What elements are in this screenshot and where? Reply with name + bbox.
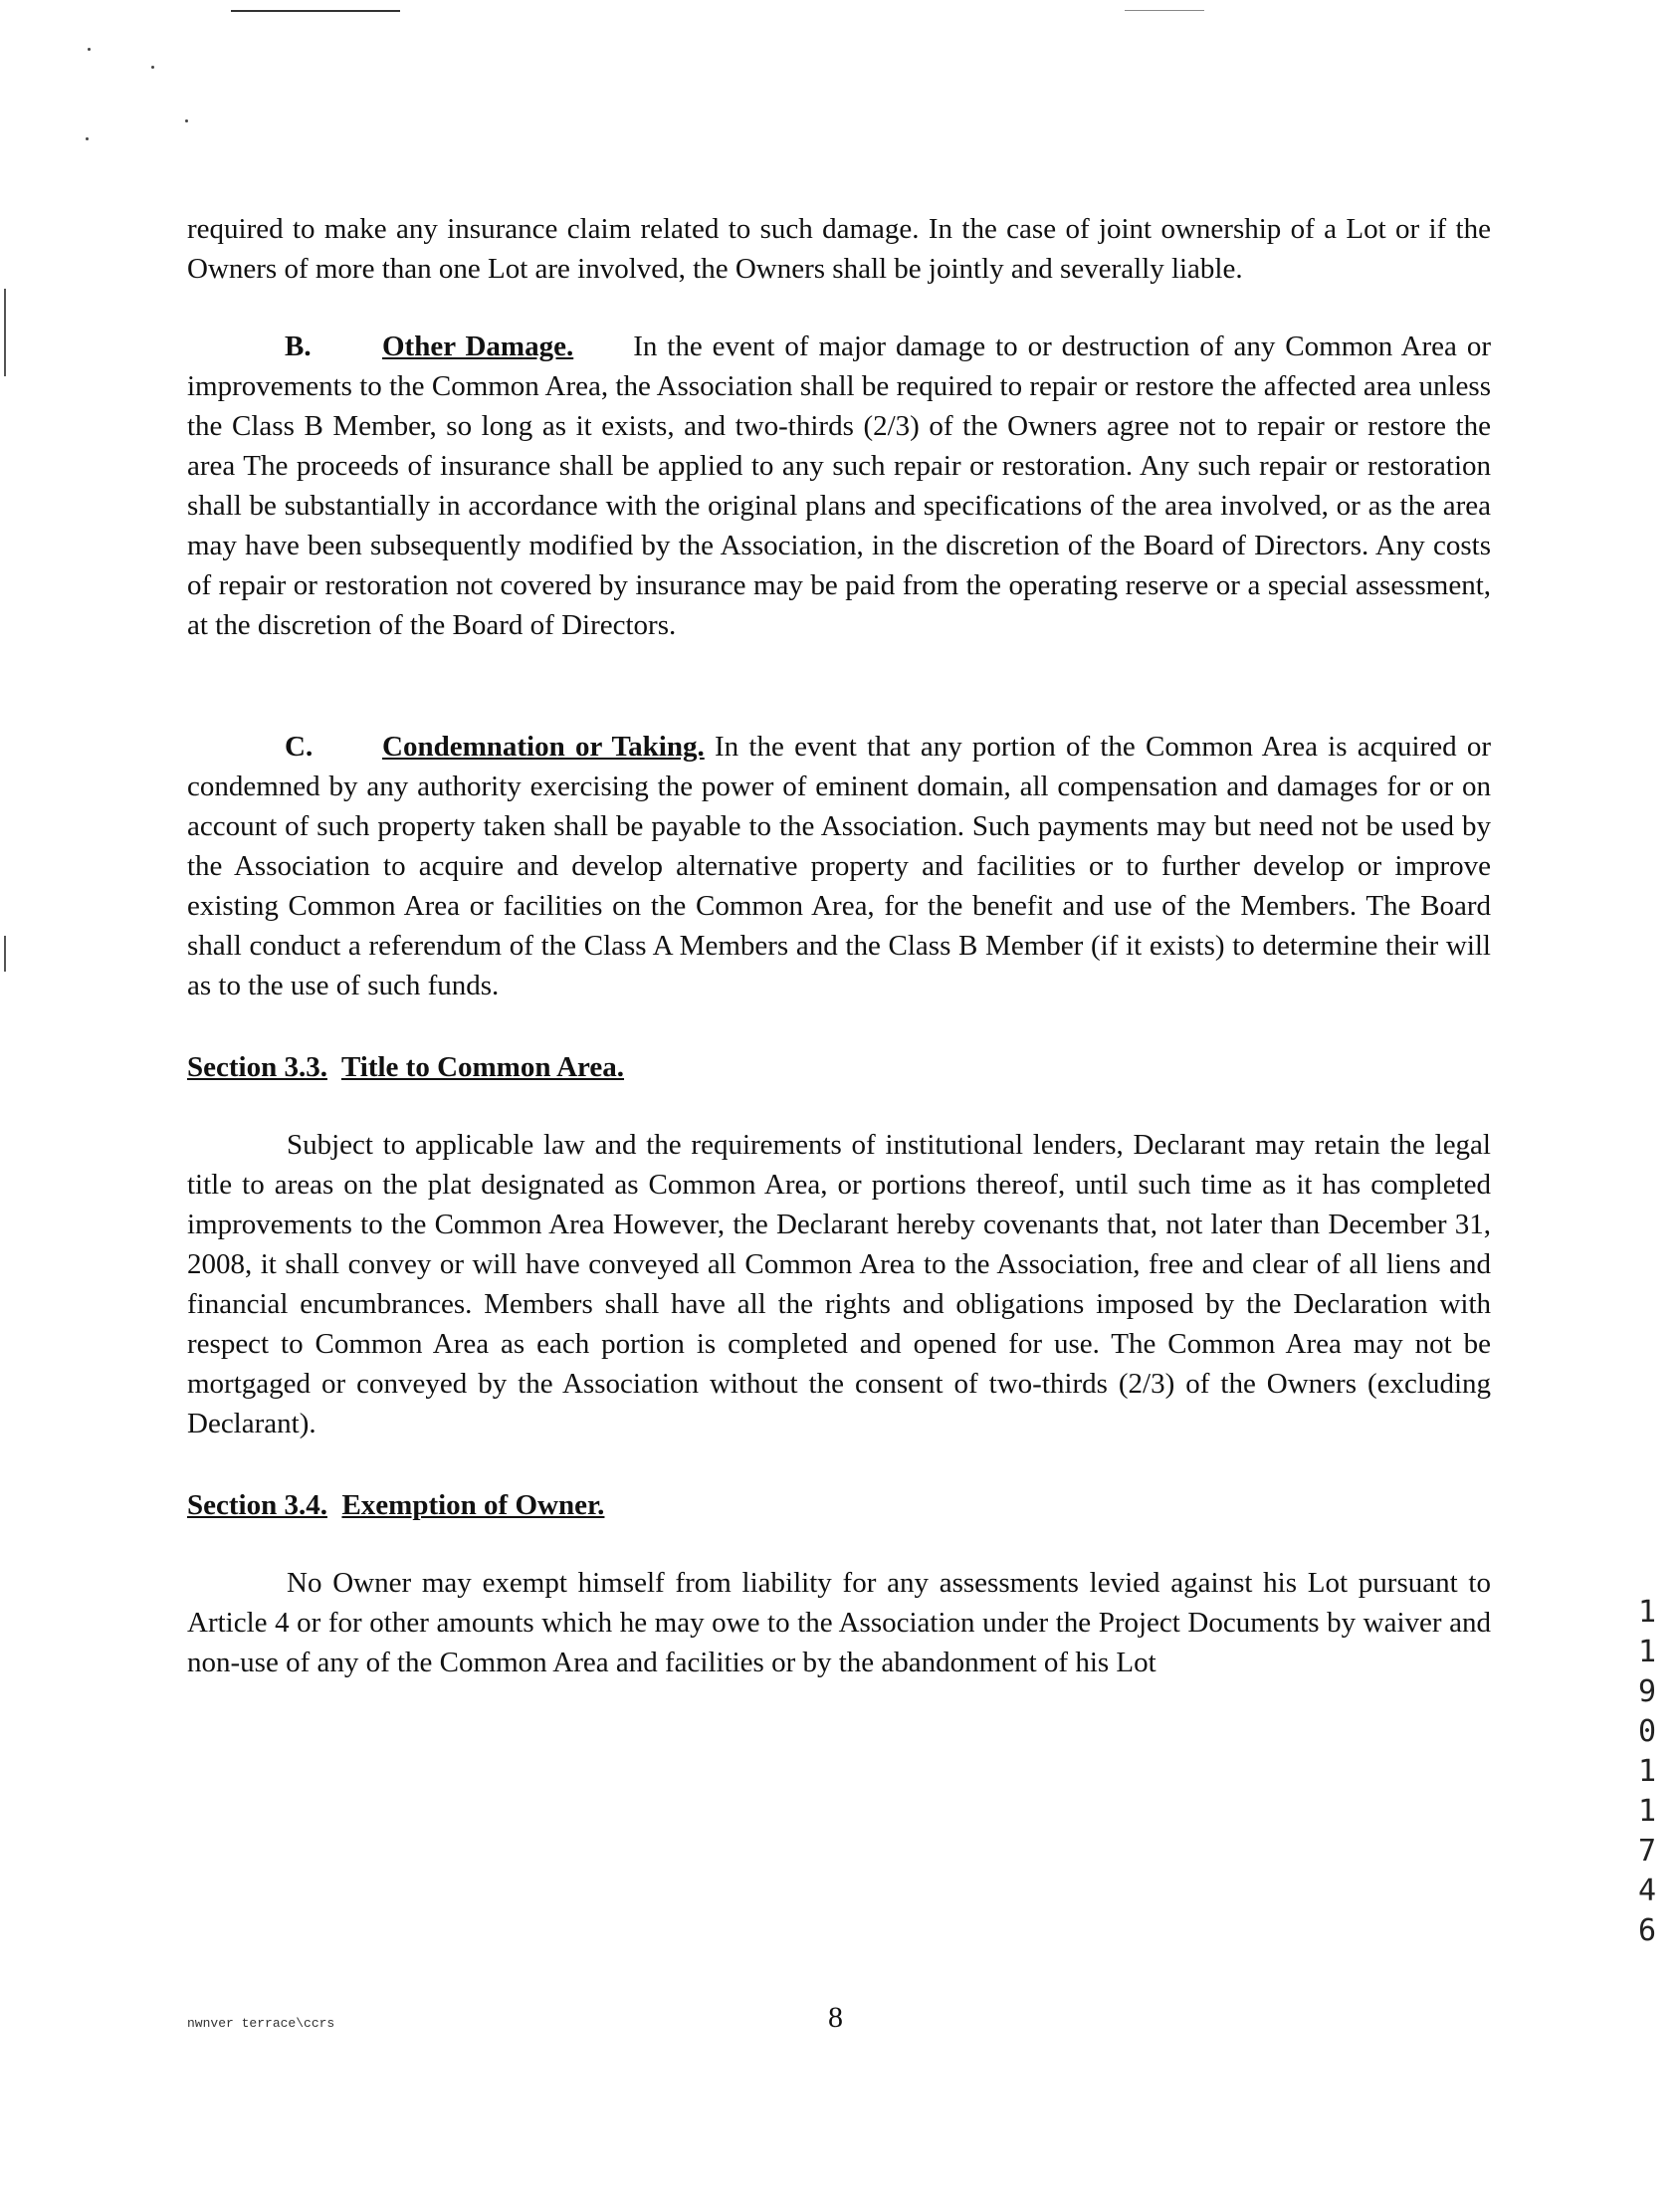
subsection-c-title: Condemnation or Taking. (382, 731, 705, 763)
subsection-b-label: B. (285, 331, 312, 362)
subsection-c-text: In the event that any portion of the Common Area is acquired or condemned by any authority exercising the power of eminent domain, all compensation and damages for or on account of such property taken shall be payable to the Association. Such payments may but need not be used by the Association to acquire and develop alternative property and facilities or to further develop or improve existing Common Area or facilities on the Common Area, for the benefit and use of the Members. The Board shall conduct a referendum of the Class A Members and the Class B Member (if it exists) to determine their will as to the use of such funds. (187, 731, 1491, 1001)
subsection-b-title: Other Damage. (382, 331, 574, 362)
scan-artifact-top-line (231, 10, 400, 12)
subsection-b-text: In the event of major damage to or destruction of any Common Area or improvements to the Common Area, the Association shall be required to repair or restore the affected area unless the Class B Member, so long as it exists, and two-thirds (2/3) of the Owners agree not to repair or restore the area The proceeds of insurance shall be applied to any such repair or restoration. Any such repair or restoration shall be substantially in accordance with the original plans and specifications of the area involved, or as the area may have been subsequently modified by the Association, in the discretion of the Board of Directors. Any costs of repair or restoration not covered by insurance may be paid from the operating reserve or a special assessment, at the discretion of the Board of Directors. (187, 331, 1491, 641)
subsection-b (187, 327, 1491, 645)
page-number: 8 (828, 2001, 843, 2034)
scan-artifact-dot (151, 66, 154, 69)
section-3-4-number: Section 3.4. (187, 1489, 327, 1521)
scan-artifact-top-line-2 (1125, 10, 1204, 11)
scan-artifact-dot (185, 119, 188, 122)
stamp-digit: 1 (1637, 1754, 1657, 1789)
section-3-4-title: Exemption of Owner. (341, 1489, 605, 1521)
section-3-3-number: Section 3.3. (187, 1051, 327, 1083)
section-3-4-text: No Owner may exempt himself from liability for any assessments levied against his Lot pursuant to Article 4 or for other amounts which he may owe to the Association under the Project Documents by waiver and non-use of any of the Common Area and facilities or by the abandonment of his Lot (187, 1567, 1491, 1678)
section-3-3-title: Title to Common Area. (340, 1051, 625, 1083)
scan-artifact-left-bar (4, 289, 6, 376)
scan-artifact-left-bar (4, 936, 6, 972)
stamp-digit: 4 (1637, 1874, 1657, 1908)
recording-stamp-lower (1632, 1792, 1662, 1951)
subsection-c-label: C. (285, 731, 314, 763)
scan-artifact-dot (86, 137, 89, 140)
opening-paragraph: required to make any insurance claim related to such damage. In the case of joint ownership of a Lot or if the Owners of more than one Lot are involved, the Owners shall be jointly and severally liable. (187, 213, 1491, 285)
subsection-c (187, 727, 1491, 1005)
stamp-digit: 1 (1637, 1595, 1657, 1630)
section-3-3-text: Subject to applicable law and the requirements of institutional lenders, Declarant may retain the legal title to areas on the plat designated as Common Area, or portions thereof, until such time as it has completed improvements to the Common Area However, the Declarant hereby covenants that, not later than December 31, 2008, it shall convey or will have conveyed all Common Area to the Association, free and clear of all liens and financial encumbrances. Members shall have all the rights and obligations imposed by the Declaration with respect to Common Area as each portion is completed and opened for use. The Common Area may not be mortgaged or conveyed by the Association without the consent of two-thirds (2/3) of the Owners (excluding Declarant). (187, 1129, 1491, 1439)
scan-artifact-dot (88, 48, 91, 51)
stamp-digit: 6 (1637, 1913, 1657, 1948)
recording-stamp-upper (1632, 1593, 1662, 1792)
section-3-3-heading (187, 1047, 624, 1087)
stamp-digit: 9 (1637, 1674, 1657, 1709)
stamp-digit: 0 (1637, 1714, 1657, 1749)
stamp-digit: 7 (1637, 1834, 1657, 1869)
footer-file-code: nwnver terrace\ccrs (187, 2016, 335, 2031)
stamp-digit: 1 (1637, 1794, 1657, 1829)
stamp-digit: 1 (1637, 1635, 1657, 1669)
section-3-4-heading (187, 1485, 604, 1525)
